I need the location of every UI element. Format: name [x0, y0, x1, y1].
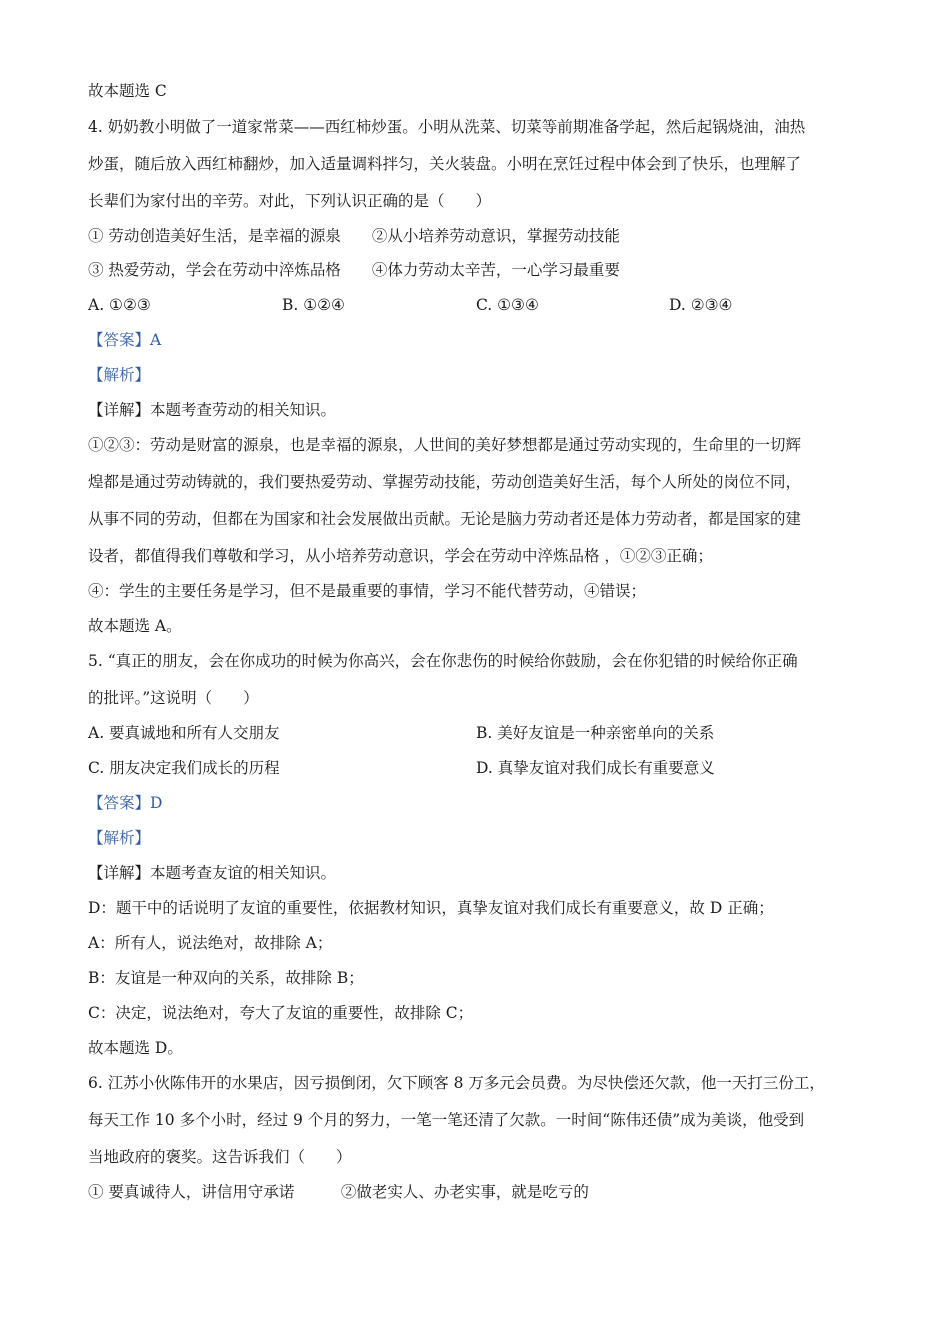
explanation-heading-q4: 【详解】本题考查劳动的相关知识。 — [88, 401, 337, 419]
answer-label-q4: 【答案】A — [88, 331, 162, 349]
explanation-q5-a: A：所有人，说法绝对，故排除 A； — [88, 934, 333, 952]
question-4-option-b: B. ①②④ — [282, 296, 345, 314]
question-4-stem-line2: 炒蛋，随后放入西红柿翻炒，加入适量调料拌匀，关火装盘。小明在烹饪过程中体会到了快乐，也理解了 — [88, 155, 802, 173]
analysis-label-q5: 【解析】 — [88, 829, 151, 847]
question-4-statements-1-2: ① 劳动创造美好生活，是幸福的源泉 ②从小培养劳动意识，掌握劳动技能 — [88, 227, 620, 245]
question-6-statements-1-2: ① 要真诚待人，讲信用守承诺 ②做老实人、办老实事，就是吃亏的 — [88, 1183, 589, 1201]
question-4-option-a: A. ①②③ — [88, 296, 151, 314]
explanation-q4-line5: ④：学生的主要任务是学习，但不是最重要的事情，学习不能代替劳动，④错误； — [88, 582, 647, 600]
explanation-q4-line4: 设者，都值得我们尊敬和学习，从小培养劳动意识，学会在劳动中淬炼品格 ，①②③正确； — [88, 547, 713, 565]
question-6-stem-line3: 当地政府的褒奖。这告诉我们（ ） — [88, 1148, 352, 1166]
question-5-option-b: B. 美好友谊是一种亲密单向的关系 — [476, 724, 715, 742]
question-5-option-c: C. 朋友决定我们成长的历程 — [88, 759, 280, 777]
question-4-option-c: C. ①③④ — [476, 296, 539, 314]
question-4-statements-3-4: ③ 热爱劳动，学会在劳动中淬炼品格 ④体力劳动太辛苦，一心学习最重要 — [88, 261, 620, 279]
question-4-option-d: D. ②③④ — [669, 296, 733, 314]
question-5-stem-line1: 5. “真正的朋友，会在你成功的时候为你高兴，会在你悲伤的时候给你鼓励，会在你犯错的时候给你正确 — [88, 652, 798, 670]
explanation-heading-q5: 【详解】本题考查友谊的相关知识。 — [88, 864, 337, 882]
answer-label-q5: 【答案】D — [88, 794, 163, 812]
question-4-stem-line3: 长辈们为家付出的辛劳。对此，下列认识正确的是（ ） — [88, 192, 492, 210]
answer-conclusion-q5: 故本题选 D。 — [88, 1039, 183, 1057]
question-5-stem-line2: 的批评。”这说明（ ） — [88, 689, 259, 707]
explanation-q5-c: C：决定，说法绝对，夸大了友谊的重要性，故排除 C； — [88, 1004, 474, 1022]
question-5-option-a: A. 要真诚地和所有人交朋友 — [88, 724, 280, 742]
question-5-option-d: D. 真挚友谊对我们成长有重要意义 — [476, 759, 715, 777]
explanation-q4-line1: ①②③：劳动是财富的源泉，也是幸福的源泉，人世间的美好梦想都是通过劳动实现的，生命里的一切辉 — [88, 436, 802, 454]
answer-conclusion-q4: 故本题选 A。 — [88, 617, 182, 635]
question-6-stem-line1: 6. 江苏小伙陈伟开的水果店，因亏损倒闭，欠下顾客 8 万多元会员费。为尽快偿还欠款，他一天打三份工， — [88, 1074, 825, 1092]
question-6-stem-line2: 每天工作 10 多个小时，经过 9 个月的努力，一笔一笔还清了欠款。一时间“陈伟还债”成为美谈，他受到 — [88, 1111, 805, 1129]
explanation-q5-d: D：题干中的话说明了友谊的重要性，依据教材知识，真挚友谊对我们成长有重要意义，故 D 正确； — [88, 899, 774, 917]
analysis-label-q4: 【解析】 — [88, 366, 151, 384]
explanation-q5-b: B：友谊是一种双向的关系，故排除 B； — [88, 969, 364, 987]
explanation-q4-line2: 煌都是通过劳动铸就的，我们要热爱劳动、掌握劳动技能，劳动创造美好生活，每个人所处的岗位不同， — [88, 473, 802, 491]
answer-conclusion-q3: 故本题选 C — [88, 82, 167, 100]
explanation-q4-line3: 从事不同的劳动，但都在为国家和社会发展做出贡献。无论是脑力劳动者还是体力劳动者，都是国家的建 — [88, 510, 802, 528]
question-4-stem-line1: 4. 奶奶教小明做了一道家常菜——西红柿炒蛋。小明从洗菜、切菜等前期准备学起，然后起锅烧油，油热 — [88, 118, 806, 136]
